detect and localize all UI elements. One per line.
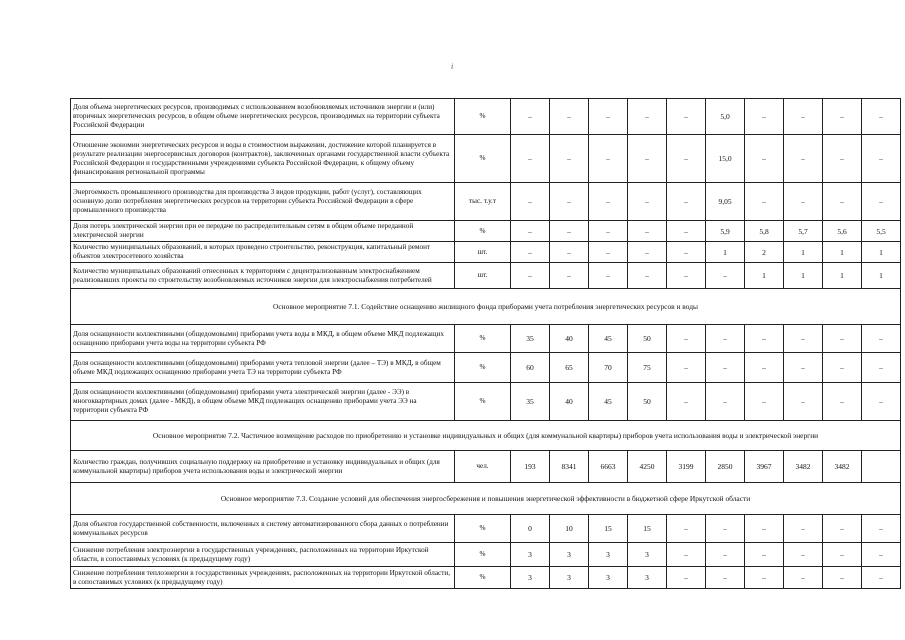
indicator-value: 40	[550, 383, 589, 421]
indicator-value: –	[745, 567, 784, 589]
indicator-unit: тыс. т.у.т	[455, 183, 511, 221]
indicator-value: 15	[628, 515, 667, 543]
indicator-value: –	[862, 99, 901, 135]
indicator-value: –	[745, 135, 784, 183]
indicator-value: –	[550, 99, 589, 135]
indicator-value: 193	[511, 451, 550, 483]
indicator-value: –	[667, 183, 706, 221]
indicator-value: 5,8	[745, 221, 784, 242]
indicator-value: –	[667, 242, 706, 263]
indicator-unit: шт.	[455, 263, 511, 289]
indicator-value: 3	[511, 543, 550, 567]
indicator-value: –	[628, 242, 667, 263]
indicator-value: 3967	[745, 451, 784, 483]
indicator-value: –	[667, 221, 706, 242]
indicator-value: 70	[589, 353, 628, 383]
indicator-value: –	[784, 325, 823, 353]
indicator-value: –	[667, 567, 706, 589]
indicator-description: Доля оснащенности коллективными (общедомовыми) приборами учета тепловой энергии (далее – ТЭ) в МКД, в общем объеме МКД подлежащих оснащению приборами учета ТЭ на территории субъекта РФ	[71, 353, 455, 383]
indicator-value: 5,7	[784, 221, 823, 242]
indicator-value: 60	[511, 353, 550, 383]
indicator-value: 5,6	[823, 221, 862, 242]
indicator-value: –	[628, 135, 667, 183]
indicator-value: –	[550, 183, 589, 221]
indicator-value: –	[511, 183, 550, 221]
indicator-value: –	[667, 543, 706, 567]
indicator-value: –	[511, 221, 550, 242]
indicator-value: 45	[589, 383, 628, 421]
indicator-value: –	[862, 383, 901, 421]
indicator-value: 3	[628, 543, 667, 567]
indicator-value: –	[784, 353, 823, 383]
indicator-value: –	[823, 567, 862, 589]
indicator-value: –	[628, 183, 667, 221]
indicator-value: 75	[628, 353, 667, 383]
indicator-row	[71, 451, 901, 483]
indicator-value: –	[589, 99, 628, 135]
section-row	[71, 483, 901, 515]
indicator-value: –	[745, 325, 784, 353]
indicator-value: –	[823, 515, 862, 543]
indicator-description: Доля объектов государственной собственности, включенных в систему автоматизированного сбора данных о потреблении коммунальных ресурсов	[71, 515, 455, 543]
indicator-value: 2	[745, 242, 784, 263]
indicator-value: 3	[589, 543, 628, 567]
indicator-description: Отношение экономии энергетических ресурсов и воды в стоимостном выражении, достижение которой планируется в результате реализации энергосервисных договоров (контрактов), заключенных органами государственной власти субъекта Российской Федерации и государственными учреждениями субъекта Российской Федерации, к общему объему финансирования региональной программы	[71, 135, 455, 183]
indicator-value: 3	[550, 567, 589, 589]
indicator-unit: шт.	[455, 242, 511, 263]
indicator-value: 50	[628, 325, 667, 353]
indicator-value: 40	[550, 325, 589, 353]
indicator-value: 3199	[667, 451, 706, 483]
indicator-description: Доля потерь электрической энергии при ее передаче по распределительным сетям в общем объеме переданной электрической энергии	[71, 221, 455, 242]
indicator-value: 3482	[784, 451, 823, 483]
indicator-row	[71, 183, 901, 221]
indicator-value: –	[589, 263, 628, 289]
indicator-description: Снижение потребления электроэнергии в государственных учреждениях, расположенных на территории Иркутской области, в сопоставимых условиях (к предыдущему году)	[71, 543, 455, 567]
indicator-value: –	[511, 135, 550, 183]
indicator-value: –	[589, 183, 628, 221]
indicator-value: 2850	[706, 451, 745, 483]
indicator-value: 5,9	[706, 221, 745, 242]
indicator-value: –	[823, 325, 862, 353]
section-title: Основное мероприятие 7.1. Содействие оснащению жилищного фонда приборами учета потребления энергетических ресурсов и воды	[71, 289, 901, 325]
indicator-value: 15	[589, 515, 628, 543]
indicator-description: Количество граждан, получивших социальную поддержку на приобретение и установку индивидуальных и общих (для коммунальной квартиры) приборов учета использования воды и электрической энергии	[71, 451, 455, 483]
indicator-unit: %	[455, 567, 511, 589]
indicator-value: –	[667, 135, 706, 183]
indicator-value: 5,5	[862, 221, 901, 242]
indicator-value: 3	[589, 567, 628, 589]
section-row	[71, 421, 901, 451]
section-row	[71, 289, 901, 325]
indicator-value: –	[550, 242, 589, 263]
indicator-value: 1	[823, 263, 862, 289]
indicator-value: –	[784, 183, 823, 221]
indicator-description: Доля оснащенности коллективными (общедомовыми) приборами учета воды в МКД, в общем объеме МКД подлежащих оснащению приборами учета воды на территории субъекта РФ	[71, 325, 455, 353]
indicator-value: 1	[862, 263, 901, 289]
indicator-value: –	[823, 135, 862, 183]
indicator-value: –	[667, 383, 706, 421]
indicator-value: –	[706, 543, 745, 567]
indicator-value: 4250	[628, 451, 667, 483]
indicator-value: –	[667, 325, 706, 353]
indicator-description: Количество муниципальных образований отнесенных к территориям с децентрализованным электроснабжением реализовавших проекты по строительству возобновляемых источников энергии для электроснабжения потребителей	[71, 263, 455, 289]
indicator-value: 1	[862, 242, 901, 263]
indicator-unit: %	[455, 325, 511, 353]
section-title: Основное мероприятие 7.2. Частичное возмещение расходов по приобретению и установке индивидуальных и общих (для коммунальной квартиры) приборов учета использования воды и электрической энергии	[71, 421, 901, 451]
indicator-value: 3	[511, 567, 550, 589]
indicator-row	[71, 221, 901, 242]
indicator-row	[71, 99, 901, 135]
indicator-row	[71, 135, 901, 183]
indicator-value: –	[862, 353, 901, 383]
indicator-value: –	[862, 543, 901, 567]
indicator-value: –	[745, 99, 784, 135]
indicator-description: Энергоемкость промышленного производства для производства 3 видов продукции, работ (услуг), составляющих основную долю потребления энергетических ресурсов на территории субъекта Российской Федерации в сфере промышленного производства	[71, 183, 455, 221]
indicator-value: –	[511, 242, 550, 263]
indicator-value: 5,0	[706, 99, 745, 135]
indicator-value: –	[667, 99, 706, 135]
indicator-value: –	[745, 543, 784, 567]
indicator-value: 10	[550, 515, 589, 543]
indicator-value: –	[628, 221, 667, 242]
indicator-value: –	[823, 383, 862, 421]
indicator-value: –	[628, 263, 667, 289]
indicator-unit: %	[455, 353, 511, 383]
indicator-value: –	[862, 183, 901, 221]
indicator-value: –	[823, 353, 862, 383]
indicator-value: –	[589, 242, 628, 263]
indicator-unit: чел.	[455, 451, 511, 483]
indicator-value: –	[823, 543, 862, 567]
indicator-row	[71, 515, 901, 543]
indicator-row	[71, 567, 901, 589]
indicator-value: 35	[511, 325, 550, 353]
indicator-value: 65	[550, 353, 589, 383]
section-title: Основное мероприятие 7.3. Создание условий для обеспечения энергосбережения и повышения энергетической эффективности в бюджетной сфере Иркутской области	[71, 483, 901, 515]
indicator-unit: %	[455, 543, 511, 567]
indicators-table	[70, 98, 901, 589]
indicator-value: 8341	[550, 451, 589, 483]
indicator-value: 3	[550, 543, 589, 567]
indicator-value: –	[862, 515, 901, 543]
indicator-value: 1	[784, 242, 823, 263]
indicator-description: Количество муниципальных образований, в которых проведено строительство, реконструкция, капитальный ремонт объектов электросетевого хозяйства	[71, 242, 455, 263]
indicator-value: –	[628, 99, 667, 135]
indicator-row	[71, 242, 901, 263]
indicator-description: Снижение потребления теплоэнергии в государственных учреждениях, расположенных на территории Иркутской области, в сопоставимых условиях (к предыдущему году)	[71, 567, 455, 589]
indicator-value: –	[784, 383, 823, 421]
indicator-row	[71, 543, 901, 567]
indicator-value: –	[784, 567, 823, 589]
indicator-value: –	[667, 263, 706, 289]
indicator-unit: %	[455, 221, 511, 242]
indicator-value: –	[706, 515, 745, 543]
indicator-row	[71, 353, 901, 383]
indicator-value: –	[706, 353, 745, 383]
page-mark: і	[451, 62, 454, 71]
indicator-row	[71, 325, 901, 353]
indicator-value: 9,05	[706, 183, 745, 221]
indicator-unit: %	[455, 383, 511, 421]
indicator-value: –	[784, 543, 823, 567]
indicator-value: –	[862, 567, 901, 589]
indicator-value: 6663	[589, 451, 628, 483]
indicator-value: –	[745, 383, 784, 421]
indicator-value: –	[706, 325, 745, 353]
indicator-value: 3482	[823, 451, 862, 483]
indicator-value: 45	[589, 325, 628, 353]
indicator-value: –	[667, 515, 706, 543]
indicator-unit: %	[455, 135, 511, 183]
indicator-value: –	[823, 183, 862, 221]
indicator-value: –	[862, 135, 901, 183]
indicator-value: –	[589, 135, 628, 183]
indicator-value: –	[784, 135, 823, 183]
indicator-value: 1	[784, 263, 823, 289]
indicator-description: Доля объема энергетических ресурсов, производимых с использованием возобновляемых источников энергии и (или) вторичных энергетических ресурсов, в общем объеме энергетических ресурсов, производимых на территории субъекта Российской Федерации	[71, 99, 455, 135]
indicator-value: 1	[706, 242, 745, 263]
indicator-value: –	[706, 567, 745, 589]
indicator-value: –	[550, 263, 589, 289]
indicator-value	[862, 451, 901, 483]
indicator-value: –	[706, 263, 745, 289]
indicator-row	[71, 383, 901, 421]
indicator-value: –	[550, 221, 589, 242]
indicator-value: –	[667, 353, 706, 383]
indicator-value: –	[784, 99, 823, 135]
indicator-value: 15,0	[706, 135, 745, 183]
indicator-value: 50	[628, 383, 667, 421]
indicator-value: 0	[511, 515, 550, 543]
indicator-value: –	[550, 135, 589, 183]
indicator-value: 1	[745, 263, 784, 289]
indicator-value: –	[589, 221, 628, 242]
indicator-value: –	[862, 325, 901, 353]
indicator-value: –	[511, 99, 550, 135]
indicator-unit: %	[455, 515, 511, 543]
indicator-value: 3	[628, 567, 667, 589]
indicator-value: –	[823, 99, 862, 135]
indicator-description: Доля оснащенности коллективными (общедомовыми) приборами учета электрической энергии (далее - ЭЭ) в многоквартирных домах (далее - МКД), в общем объеме МКД подлежащих оснащению приборами учета ЭЭ на территории субъекта РФ	[71, 383, 455, 421]
indicator-value: 35	[511, 383, 550, 421]
indicator-value: –	[706, 383, 745, 421]
indicator-value: –	[745, 515, 784, 543]
indicator-unit: %	[455, 99, 511, 135]
indicator-value: –	[745, 353, 784, 383]
indicator-value: –	[784, 515, 823, 543]
indicator-value: –	[745, 183, 784, 221]
indicator-value: –	[511, 263, 550, 289]
indicator-row	[71, 263, 901, 289]
indicator-value: 1	[823, 242, 862, 263]
